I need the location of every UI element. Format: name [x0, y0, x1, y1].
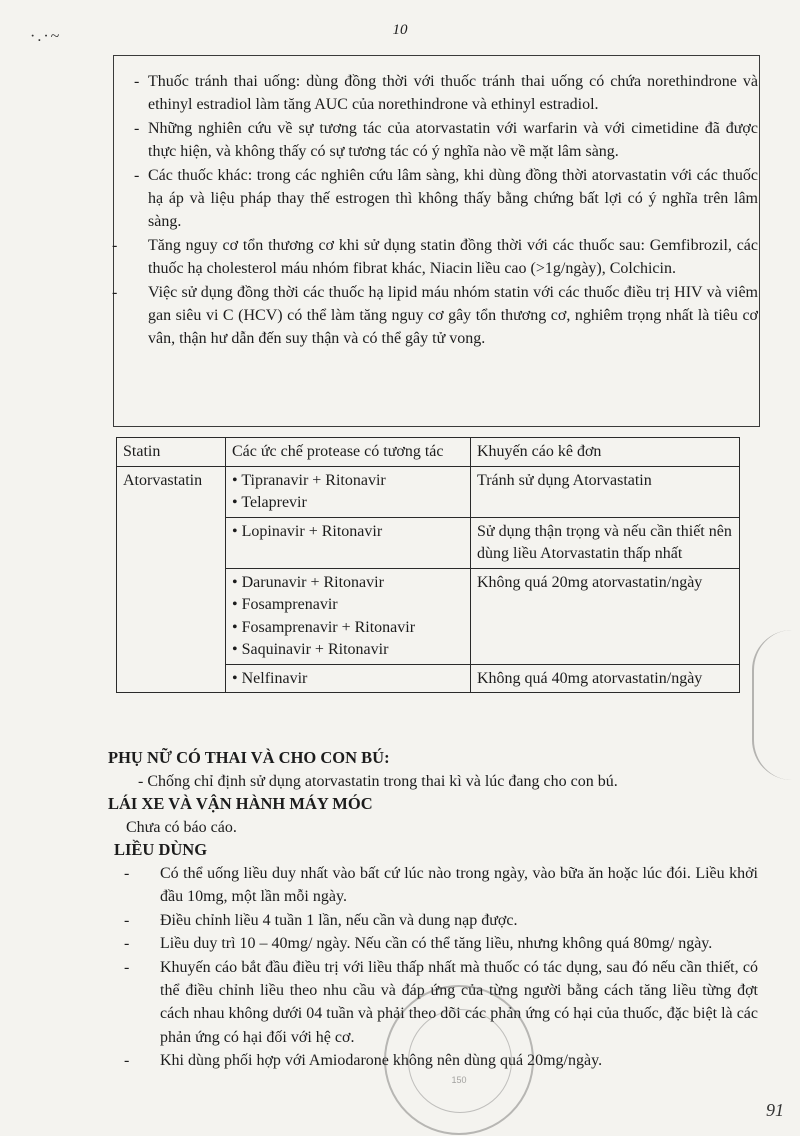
advice-cell: Không quá 20mg atorvastatin/ngày [471, 568, 740, 664]
statin-cell: Atorvastatin [117, 466, 226, 693]
list-item: - Tăng nguy cơ tổn thương cơ khi sử dụng statin đồng thời với các thuốc sau: Gemfibrozil, các thuốc hạ cholesterol máu nhóm fibrat khác, Niacin liều cao (>1g/ngày), Colchicin. [112, 236, 758, 278]
table-header: Các ức chế protease có tương tác [226, 438, 471, 467]
drug-cell: • Darunavir + Ritonavir • Fosamprenavir • Fosamprenavir + Ritonavir • Saquinavir + Ritonavir [226, 568, 471, 664]
list-item: - Liều duy trì 10 – 40mg/ ngày. Nếu cần có thể tăng liều, nhưng không quá 80mg/ ngày. [124, 935, 713, 953]
table-header: Khuyến cáo kê đơn [471, 438, 740, 467]
driving-section [108, 792, 748, 839]
section-heading: PHỤ NỮ CÓ THAI VÀ CHO CON BÚ: [108, 748, 390, 767]
advice-cell: Không quá 40mg atorvastatin/ngày [471, 664, 740, 693]
company-stamp: 150 [384, 985, 534, 1135]
table-row [117, 466, 740, 517]
table-header: Statin [117, 438, 226, 467]
list-item: - Điều chỉnh liều 4 tuần 1 lần, nếu cần và dung nạp được. [124, 911, 518, 929]
list-item: - Khi dùng phối hợp với Amiodarone không nên dùng quá 20mg/ngày. [124, 1052, 603, 1070]
drug-cell: • Nelfinavir [226, 664, 471, 693]
list-item: - Có thể uống liều duy nhất vào bất cứ lúc nào trong ngày, vào bữa ăn hoặc lúc đói. Liều khởi đầu 10mg, một lần mỗi ngày. [124, 865, 758, 906]
scan-mark: ·.·~ [30, 28, 62, 45]
section-text: Chưa có báo cáo. [126, 819, 237, 836]
interaction-list [112, 70, 758, 351]
section-text: - Chống chỉ định sử dụng atorvastatin trong thai kì và lúc đang cho con bú. [138, 773, 618, 790]
advice-cell: Sử dụng thận trọng và nếu cần thiết nên dùng liều Atorvastatin thấp nhất [471, 517, 740, 568]
corner-handwritten-mark: 91 [766, 1100, 784, 1120]
advice-cell: Tránh sử dụng Atorvastatin [471, 466, 740, 517]
list-item: - Thuốc tránh thai uống: dùng đồng thời với thuốc tránh thai uống có chứa norethindrone và ethinyl estradiol làm tăng AUC của norethindrone và ethinyl estradiol. [134, 73, 758, 114]
list-item: - Các thuốc khác: trong các nghiên cứu lâm sàng, khi dùng đồng thời atorvastatin với các thuốc hạ áp và liệu pháp thay thế estrogen thì không thấy bằng chứng bất lợi có ý nghĩa trên lâm sàng. [134, 166, 758, 231]
dosage-section [114, 838, 754, 862]
section-heading: LIỀU DÙNG [114, 840, 208, 859]
section-heading: LÁI XE VÀ VẬN HÀNH MÁY MÓC [108, 794, 373, 813]
drug-cell: • Tipranavir + Ritonavir • Telaprevir [226, 466, 471, 517]
side-stamp-mark [752, 630, 800, 780]
list-item: - Những nghiên cứu về sự tương tác của atorvastatin với warfarin và với cimetidine đã được thực hiện, và không thấy có sự tương tác có ý nghĩa nào về mặt lâm sàng. [134, 119, 758, 161]
drug-cell: • Lopinavir + Ritonavir [226, 517, 471, 568]
list-item: - Việc sử dụng đồng thời các thuốc hạ lipid máu nhóm statin với các thuốc điều trị HIV và viêm gan siêu vi C (HCV) có thể làm tăng nguy cơ gây tổn thương cơ, nghiêm trọng nhất là tiêu cơ vân, thận hư dẫn đến suy thận và có thể gây tử vong. [112, 283, 758, 348]
table-header-row [117, 438, 740, 467]
pregnancy-section [108, 746, 748, 793]
protease-inhibitor-table [116, 437, 740, 693]
page-number: 10 [392, 22, 408, 38]
list-item: - Khuyến cáo bắt đầu điều trị với liều thấp nhất mà thuốc có tác dụng, sau đó nếu cần thiết, có thể điều chỉnh liều theo nhu cầu và đáp ứng của từng người bằng cách tăng liều từng đợt cách nhau không dưới 04 tuần và phải theo dõi các phản ứng có hại của thuốc, đặc biệt là các phản ứng có hại đối với hệ cơ. [124, 958, 758, 1046]
